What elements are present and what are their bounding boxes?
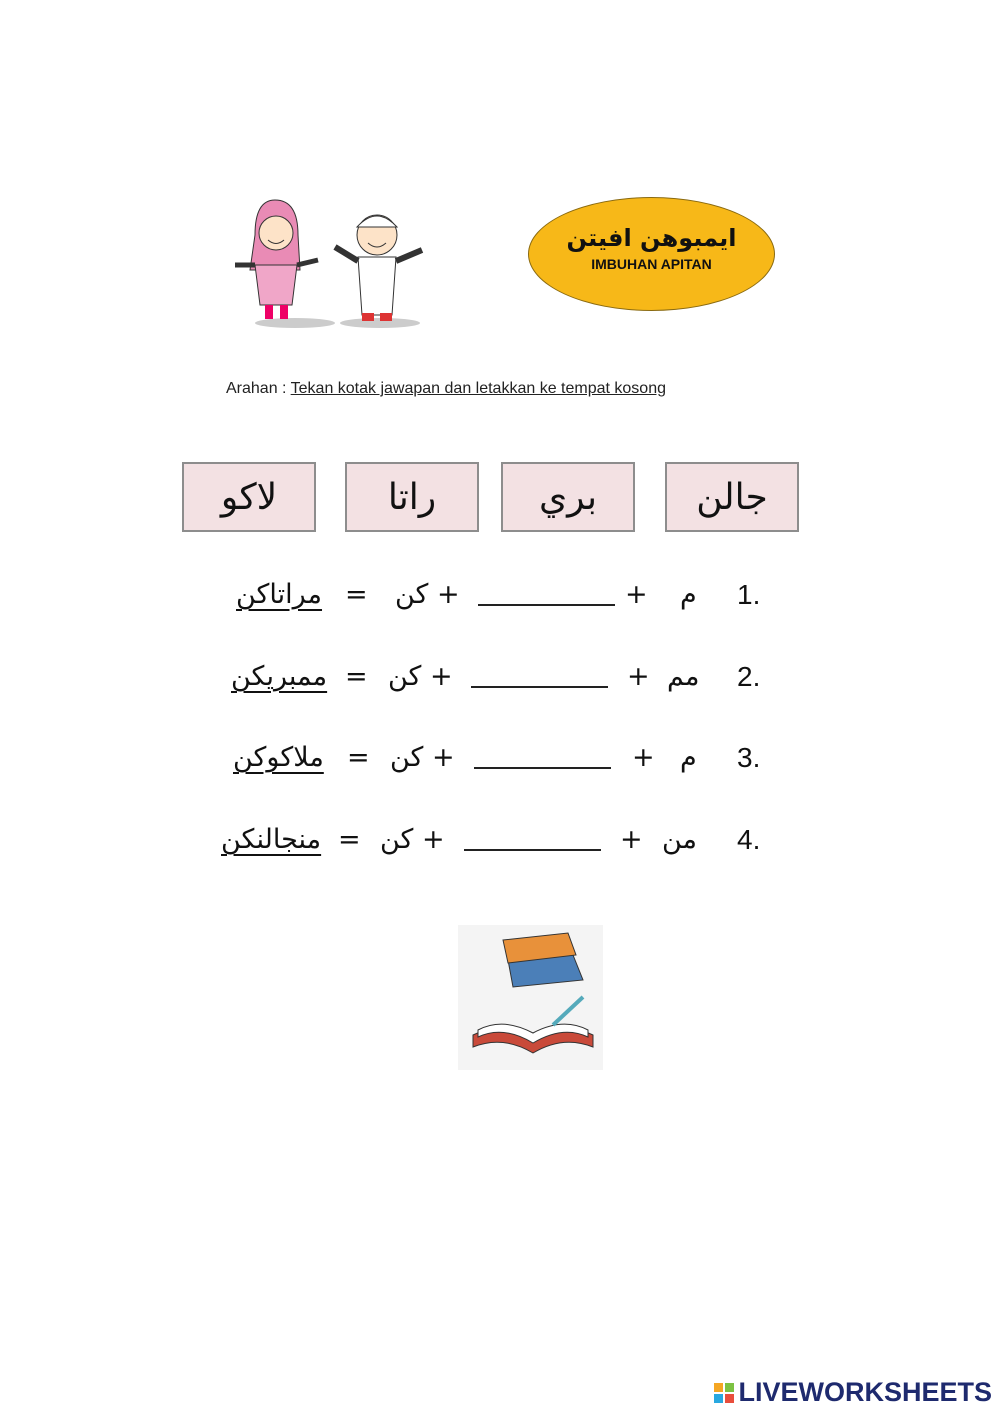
result-word: مراتاكن bbox=[236, 579, 323, 610]
title-jawi: ايمبوهن افيتن bbox=[566, 224, 737, 252]
instruction-label: Arahan : bbox=[226, 380, 291, 397]
plus: + bbox=[627, 661, 650, 692]
question-row bbox=[0, 815, 1000, 865]
prefix: مم bbox=[667, 661, 700, 692]
title-badge bbox=[528, 197, 775, 311]
word-box-rata[interactable]: راتا bbox=[345, 462, 479, 532]
question-number: 4. bbox=[737, 824, 761, 855]
plus: + bbox=[625, 579, 648, 610]
equals: = bbox=[345, 579, 368, 610]
books-illustration-icon bbox=[458, 925, 603, 1070]
result-word: ملاكوكن bbox=[233, 742, 324, 773]
plus: + bbox=[620, 824, 643, 855]
word-box-jalan[interactable]: جالن bbox=[665, 462, 799, 532]
children-illustration-icon bbox=[230, 195, 430, 330]
plus: + bbox=[632, 742, 655, 773]
answer-blank[interactable] bbox=[474, 747, 611, 769]
question-row bbox=[0, 733, 1000, 783]
word-box-beri[interactable]: بري bbox=[501, 462, 635, 532]
prefix: من bbox=[662, 824, 698, 855]
question-row bbox=[0, 570, 1000, 620]
suffix: + كن bbox=[388, 661, 453, 692]
suffix: + كن bbox=[390, 742, 455, 773]
result-word: ممبريكن bbox=[231, 661, 328, 692]
logo-text: LIVEWORKSHEETS bbox=[738, 1377, 992, 1407]
instruction bbox=[226, 380, 666, 398]
equals: = bbox=[345, 661, 368, 692]
instruction-text: Tekan kotak jawapan dan letakkan ke tempat kosong bbox=[290, 380, 666, 397]
suffix: + كن bbox=[395, 579, 460, 610]
answer-blank[interactable] bbox=[464, 829, 601, 851]
equals: = bbox=[347, 742, 370, 773]
result-word: منجالنكن bbox=[221, 824, 322, 855]
word-box-laku[interactable]: لاكو bbox=[182, 462, 316, 532]
prefix: م bbox=[680, 742, 697, 773]
title-rumi: IMBUHAN APITAN bbox=[591, 256, 712, 272]
suffix: + كن bbox=[380, 824, 445, 855]
question-number: 3. bbox=[737, 742, 761, 773]
question-number: 2. bbox=[737, 661, 761, 692]
answer-blank[interactable] bbox=[471, 666, 608, 688]
question-number: 1. bbox=[737, 579, 761, 610]
logo-squares-icon bbox=[714, 1383, 734, 1403]
question-row bbox=[0, 652, 1000, 702]
prefix: م bbox=[680, 579, 697, 610]
liveworksheets-logo bbox=[714, 1377, 992, 1408]
answer-blank[interactable] bbox=[478, 584, 615, 606]
equals: = bbox=[338, 824, 361, 855]
